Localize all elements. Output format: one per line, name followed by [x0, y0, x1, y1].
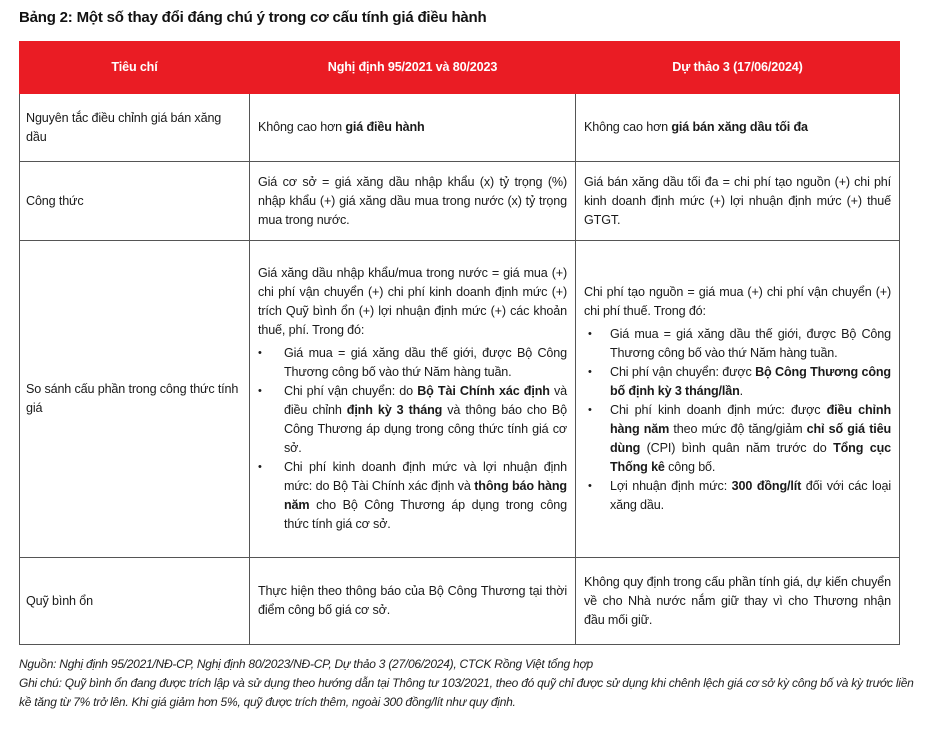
row-decree-cell — [250, 241, 576, 558]
bullet-icon: • — [258, 385, 262, 397]
item-bold-text: Bộ Công Thương công bố định kỳ 3 tháng/lần — [610, 365, 891, 398]
bullet-icon: • — [588, 328, 592, 340]
bullet-list — [258, 344, 567, 534]
item-text: (CPI) bình quân năm trước do — [640, 441, 834, 455]
item-text: Giá mua = giá xăng dầu thế giới, được Bộ Công Thương công bố vào thứ Năm hàng tuần. — [284, 346, 567, 379]
list-item — [258, 458, 567, 534]
table-header-row — [20, 42, 900, 94]
item-bold-text: định kỳ 3 tháng — [346, 403, 443, 417]
list-item — [588, 325, 891, 363]
item-text: Chi phí vận chuyển: do — [284, 384, 418, 398]
cell-bold-text: giá điều hành — [345, 120, 425, 134]
header-decree: Nghị định 95/2021 và 80/2023 — [250, 42, 576, 94]
item-bold-text: Tổng cục Thống kê — [610, 441, 891, 474]
item-text: . — [739, 384, 744, 398]
source-note: Nguồn: Nghị định 95/2021/NĐ-CP, Nghị định 80/2023/NĐ-CP, Dự thảo 3 (27/06/2024), CTCK Rồng Việt tổng hợp — [19, 657, 593, 671]
table-row — [20, 558, 900, 645]
row-criteria: So sánh cấu phần trong công thức tính giá — [20, 241, 250, 558]
item-text: Chi phí kinh doanh định mức và lợi nhuận định mức: do Bộ Tài Chính xác định và — [284, 460, 567, 493]
item-bold-text: chỉ số giá tiêu dùng — [610, 422, 891, 455]
footnotes — [19, 655, 924, 712]
list-item — [588, 401, 891, 477]
header-draft: Dự thảo 3 (17/06/2024) — [576, 42, 900, 94]
row-criteria: Công thức — [20, 162, 250, 241]
item-text: Lợi nhuận định mức: — [610, 479, 732, 493]
bullet-icon: • — [258, 347, 262, 359]
row-draft-cell — [576, 94, 900, 162]
cell-intro: Giá xăng dầu nhập khẩu/mua trong nước = giá mua (+) chi phí vận chuyển (+) chi phí kinh doanh định mức (+) trích Quỹ bình ổn (+) lợi nhuận định mức (+) các khoản thuế, phí. Trong đó: — [258, 266, 567, 337]
comparison-table — [19, 41, 900, 645]
header-criteria: Tiêu chí — [20, 42, 250, 94]
item-text: Giá mua = giá xăng dầu thế giới, được Bộ Công Thương công bố vào thứ Năm hàng tuần. — [610, 327, 891, 360]
list-item — [588, 477, 891, 515]
item-text: Chi phí vận chuyển: được — [610, 365, 756, 379]
table-title: Bảng 2: Một số thay đổi đáng chú ý trong cơ cấu tính giá điều hành — [19, 9, 487, 26]
cell-intro: Chi phí tạo nguồn = giá mua (+) chi phí vận chuyển (+) chi phí thuế. Trong đó: — [584, 285, 891, 318]
row-criteria: Nguyên tắc điều chỉnh giá bán xăng dầu — [20, 94, 250, 162]
item-text: cho Bộ Công Thương áp dụng trong công thức tính giá cơ sở. — [284, 498, 567, 531]
bullet-icon: • — [588, 480, 592, 492]
item-bold-text: thông báo hàng năm — [284, 479, 567, 512]
cell-bold-text: giá bán xăng dầu tối đa — [671, 120, 808, 134]
bullet-icon: • — [588, 404, 592, 416]
item-text: công bố. — [664, 460, 716, 474]
cell-text: Không cao hơn — [258, 120, 346, 134]
item-bold-text: 300 đồng/lít — [731, 479, 802, 493]
table-row — [20, 162, 900, 241]
item-text: và thông báo cho Bộ Công Thương áp dụng trong công thức tính giá cơ sở. — [284, 403, 567, 455]
remark-note: Ghi chú: Quỹ bình ổn đang được trích lập và sử dụng theo hướng dẫn tại Thông tư 103/2021, theo đó quỹ chỉ được sử dụng khi chênh lệch giá cơ sở kỳ công bố và kỳ trước liền kề tăng từ 7% trở lên. Khi giá giảm hơn 5%, quỹ được trích thêm, ngoài 300 đồng/lít như quy định. — [19, 676, 914, 709]
row-draft-cell: Không quy định trong cấu phần tính giá, dự kiến chuyển về cho Nhà nước nắm giữ thay vì cho Thương nhận đầu mối giữ. — [576, 558, 900, 645]
item-text: Chi phí kinh doanh định mức: được — [610, 403, 827, 417]
bullet-icon: • — [588, 366, 592, 378]
row-decree-cell — [250, 94, 576, 162]
table-row — [20, 241, 900, 558]
row-draft-cell — [576, 241, 900, 558]
row-criteria: Quỹ bình ổn — [20, 558, 250, 645]
list-item — [258, 344, 567, 382]
table-row — [20, 94, 900, 162]
bullet-list — [584, 325, 891, 515]
item-text: theo mức độ tăng/giảm — [669, 422, 807, 436]
item-text: và điều chỉnh — [284, 384, 567, 417]
row-draft-cell: Giá bán xăng dầu tối đa = chi phí tạo nguồn (+) chi phí kinh doanh định mức (+) lợi nhuận định mức (+) thuế GTGT. — [576, 162, 900, 241]
list-item — [588, 363, 891, 401]
item-bold-text: điều chỉnh hàng năm — [610, 403, 891, 436]
cell-text: Không cao hơn — [584, 120, 672, 134]
row-decree-cell: Giá cơ sở = giá xăng dầu nhập khẩu (x) tỷ trọng (%) nhập khẩu (+) giá xăng dầu mua trong nước (x) tỷ trọng mua trong nước. — [250, 162, 576, 241]
bullet-icon: • — [258, 461, 262, 473]
item-text: đối với các loại xăng dầu. — [610, 479, 891, 512]
list-item — [258, 382, 567, 458]
item-bold-text: Bộ Tài Chính xác định — [417, 384, 550, 398]
row-decree-cell: Thực hiện theo thông báo của Bộ Công Thương tại thời điểm công bố giá cơ sở. — [250, 558, 576, 645]
